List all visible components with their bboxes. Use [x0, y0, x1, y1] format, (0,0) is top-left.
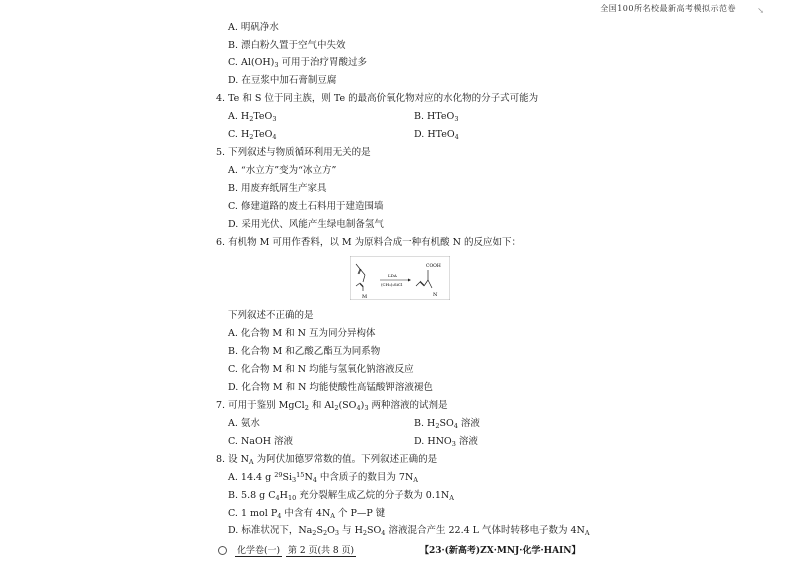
- label-cooh: COOH: [426, 264, 441, 269]
- q3-option-d: D. 在豆浆中加石膏制豆腐: [228, 75, 337, 86]
- q8-stem: 8. 设 $N_A$ 为阿伏加德罗常数的值。下列叙述正确的是: [216, 454, 438, 466]
- q6-option-a: A. 化合物 M 和 N 互为同分异构体: [228, 328, 376, 339]
- q8-option-b: B. 5.8 g $C_4H_{10}$ 充分裂解生成乙烷的分子数为 $0.1N_A$: [228, 490, 454, 502]
- q8-option-d: D. 标准状况下，$Na_2S_2O_3$ 与 $H_2SO_4$ 溶液混合产生 22.4 L 气体时转移电子数为 $4N_A$: [228, 525, 590, 537]
- q8-option-c: C. 1 mol $P_4$ 中含有 $4N_A$ 个 P—P 键: [228, 508, 386, 520]
- q4-option-a: A. $H_2TeO_3$: [228, 111, 277, 123]
- q4-stem: 4. Te 和 S 位于同主族，则 Te 的最高价氧化物对应的水化物的分子式可能为: [216, 93, 539, 104]
- footer-page: 第 2 页(共 8 页): [286, 543, 356, 557]
- condition-2: (CH₃)₃SiCl: [381, 282, 403, 287]
- q6-option-d: D. 化合物 M 和 N 均能使酸性高锰酸钾溶液褪色: [228, 382, 433, 393]
- footer-subject: 化学卷(一): [235, 543, 282, 557]
- reaction-scheme: [350, 256, 450, 300]
- structure-n: [416, 270, 432, 288]
- q6-stem: 6. 有机物 M 可用作香料，以 M 为原料合成一种有机酸 N 的反应如下：: [216, 237, 521, 248]
- arrow-head: [408, 279, 411, 282]
- footer-code: 【23·(新高考)ZX·MNJ·化学·HAIN】: [420, 546, 581, 556]
- circle-mark-icon: [218, 546, 227, 555]
- q7-option-c: C. NaOH 溶液: [228, 436, 294, 447]
- q5-option-b: B. 用废弃纸屑生产家具: [228, 183, 327, 194]
- q6-option-b: B. 化合物 M 和乙酸乙酯互为同系物: [228, 346, 381, 357]
- footer-left: [218, 543, 356, 557]
- q3-option-a: A. 明矾净水: [228, 22, 279, 33]
- q5-option-a: A. “水立方”变为“冰立方”: [228, 165, 337, 176]
- q5-option-d: D. 采用光伏、风能产生绿电制备氢气: [228, 219, 384, 230]
- q4-option-c: C. $H_2TeO_4$: [228, 129, 277, 141]
- q5-option-c: C. 修建道路的废土石料用于建造围墙: [228, 201, 384, 212]
- label-n: N: [433, 292, 438, 298]
- condition-1: LDA: [388, 273, 397, 278]
- q6-option-c: C. 化合物 M 和 N 均能与氢氧化钠溶液反应: [228, 364, 414, 375]
- q8-option-a: A. 14.4 g $^{29}Si_3^{15}N_4$ 中含质子的数目为 $7N_A$: [228, 471, 418, 484]
- structure-m: [356, 264, 365, 291]
- q7-stem: 7. 可用于鉴别 MgCl$_2$ 和 $Al_2(SO_4)_3$ 两种溶液的试剂是: [216, 400, 448, 412]
- q5-stem: 5. 下列叙述与物质循环利用无关的是: [216, 147, 371, 158]
- q4-option-b: B. HTeO$_3$: [414, 111, 459, 123]
- corner-mark: ↘: [757, 6, 764, 15]
- q4-option-d: D. HTeO$_4$: [414, 129, 459, 141]
- q3-option-b: B. 漂白粉久置于空气中失效: [228, 40, 346, 51]
- q6-sub-stem: 下列叙述不正确的是: [228, 310, 314, 321]
- q7-option-a: A. 氨水: [228, 418, 260, 429]
- q3-option-c: C. $Al(OH)_3$ 可用于治疗胃酸过多: [228, 57, 368, 69]
- label-m: M: [362, 294, 368, 300]
- page-header: 全国100所名校最新高考模拟示范卷: [600, 4, 736, 13]
- q7-option-d: D. $HNO_3$ 溶液: [414, 436, 478, 448]
- q7-option-b: B. $H_2SO_4$ 溶液: [414, 418, 480, 430]
